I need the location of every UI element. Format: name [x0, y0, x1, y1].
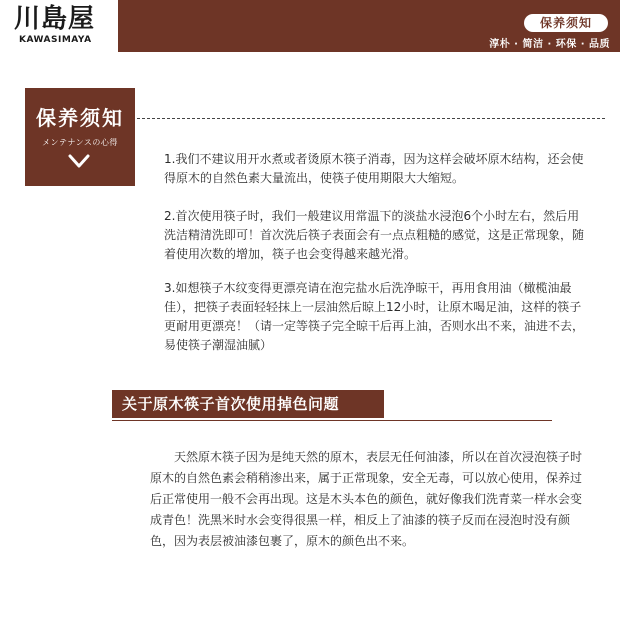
care-notice-badge — [25, 88, 135, 186]
chevron-down-icon — [68, 150, 90, 172]
brand-header-bar — [0, 0, 620, 52]
logo[interactable] — [0, 0, 118, 52]
logo-subtext: KAWASIMAYA — [19, 35, 92, 45]
header-tagline: 淳朴 · 简洁 · 环保 · 品质 — [489, 39, 610, 50]
care-paragraph-3: 3.如想筷子木纹变得更漂亮请在泡完盐水后洗净晾干，再用食用油（橄榄油最佳），把筷子表面轻轻抹上一层油然后晾上12小时，让原木喝足油，这样的筷子更耐用更漂亮！（请一定等筷子完全晾干后再上油，否则水出不来，油进不去，易使筷子潮湿油腻） — [164, 281, 585, 352]
fading-section-body: 天然原木筷子因为是纯天然的原木，表层无任何油漆，所以在首次浸泡筷子时原木的自然色素会稍稍渗出来，属于正常现象，安全无毒，可以放心使用，保养过后正常使用一般不会再出现。这是木头本色的颜色，就好像我们洗青菜一样水会变成青色！洗黑米时水会变得很黑一样，相反上了油漆的筷子反而在浸泡时没有颜色，因为表层被油漆包裹了，原木的颜色出不来。 — [150, 450, 583, 548]
section-rule — [112, 420, 552, 421]
logo-text: 川島屋 — [14, 4, 96, 34]
care-notice-subtitle: メンテナンスの心得 — [42, 138, 118, 147]
header-title-pill: 保养须知 — [524, 14, 608, 32]
care-paragraph-1: 1.我们不建议用开水煮或者烫原木筷子消毒，因为这样会破坏原木结构，还会使得原木的自然色素大量流出，使筷子使用期限大大缩短。 — [164, 152, 584, 185]
care-notice-title: 保养须知 — [36, 106, 124, 130]
fading-section-title: 关于原木筷子首次使用掉色问题 — [112, 390, 384, 418]
dashed-divider — [137, 118, 605, 119]
care-paragraph-2: 2.首次使用筷子时，我们一般建议用常温下的淡盐水浸泡6个小时左右，然后用洗洁精清洗即可！首次洗后筷子表面会有一点点粗糙的感觉，这是正常现象，随着使用次数的增加，筷子也会变得越来越光滑。 — [164, 209, 585, 261]
